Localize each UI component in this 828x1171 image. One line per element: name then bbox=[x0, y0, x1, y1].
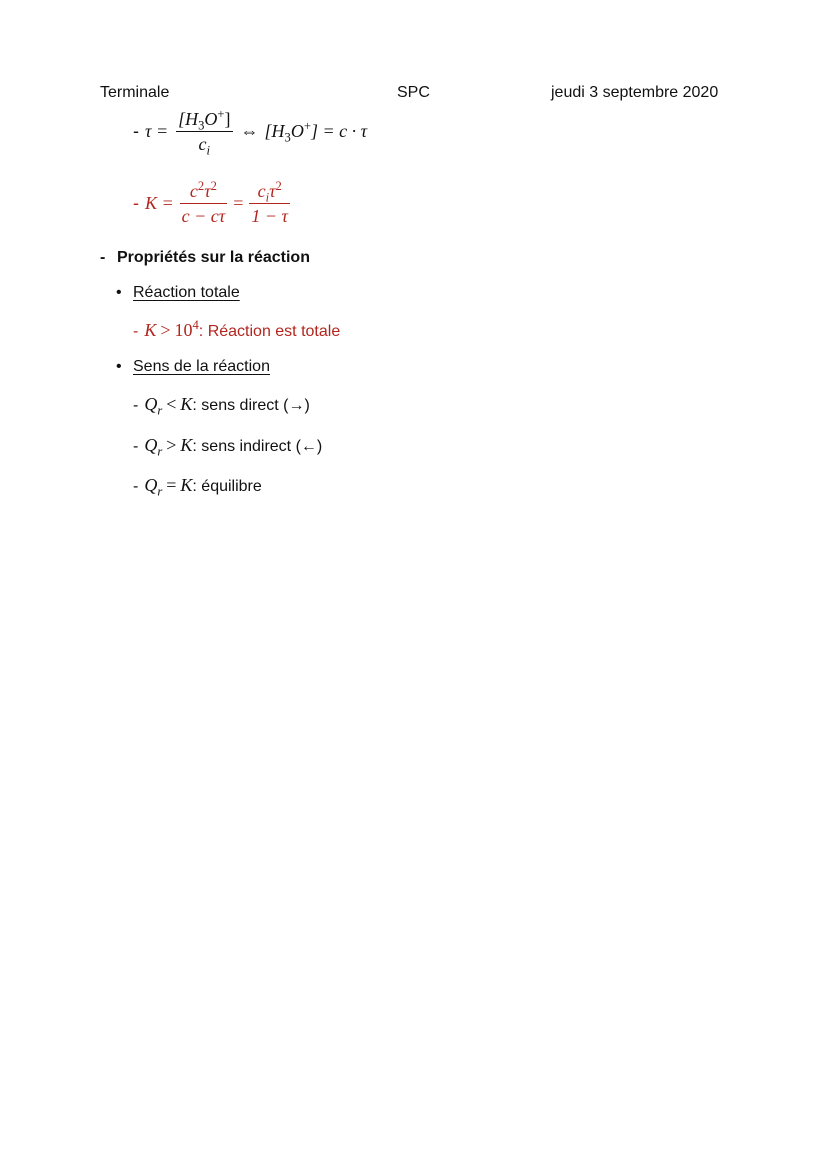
section-dash: - bbox=[100, 249, 106, 266]
rule-sens-indirect: - $Q_r > K$: sens indirect (←) bbox=[133, 435, 323, 459]
header-center: SPC bbox=[397, 84, 430, 101]
bullet-sens-reaction bbox=[116, 356, 270, 378]
tau-fraction bbox=[176, 107, 232, 158]
rule-dash: - bbox=[133, 323, 139, 340]
tau-lhs: τ = bbox=[145, 121, 169, 141]
formula-dash: - bbox=[133, 193, 139, 213]
bullet-reaction-totale bbox=[116, 282, 240, 304]
k-numerator-1: $c^2\tau^2$ bbox=[180, 181, 228, 204]
k-denominator-1: c − cτ bbox=[181, 206, 226, 226]
tau-denominator: $c_i$ bbox=[198, 134, 211, 158]
rule-equilibre: - $Q_r = K$: équilibre bbox=[133, 475, 262, 499]
k-equals: = bbox=[233, 193, 244, 213]
formula-tau bbox=[133, 107, 368, 158]
section-title: Propriétés sur la réaction bbox=[117, 249, 310, 266]
rule-sens-direct: - $Q_r < K$: sens direct (→) bbox=[133, 394, 310, 418]
rule-reaction-totale: - $K > 10^4$: Réaction est totale bbox=[133, 318, 341, 340]
k-fraction-1 bbox=[180, 181, 228, 226]
k-numerator-2: $c_i\tau^2$ bbox=[249, 181, 290, 204]
formula-dash: - bbox=[133, 121, 139, 141]
bullet-icon: • bbox=[116, 284, 122, 301]
k-lhs: K = bbox=[145, 193, 174, 213]
sens-reaction-heading: Sens de la réaction bbox=[133, 358, 270, 375]
header-left: Terminale bbox=[100, 84, 170, 101]
tau-numerator: $[H_3O^+]$ bbox=[178, 107, 231, 133]
tau-rhs: $[H_3O^+] = c \cdot \tau$ bbox=[264, 119, 368, 145]
k-fraction-2 bbox=[249, 181, 290, 226]
bullet-icon: • bbox=[116, 358, 122, 375]
reaction-totale-heading: Réaction totale bbox=[133, 284, 240, 301]
equiv-symbol: ⇔ bbox=[240, 121, 259, 141]
k-denominator-2: 1 − τ bbox=[251, 206, 288, 226]
formula-k bbox=[133, 181, 296, 226]
header-right: jeudi 3 septembre 2020 bbox=[551, 84, 719, 101]
section-heading bbox=[100, 247, 310, 269]
